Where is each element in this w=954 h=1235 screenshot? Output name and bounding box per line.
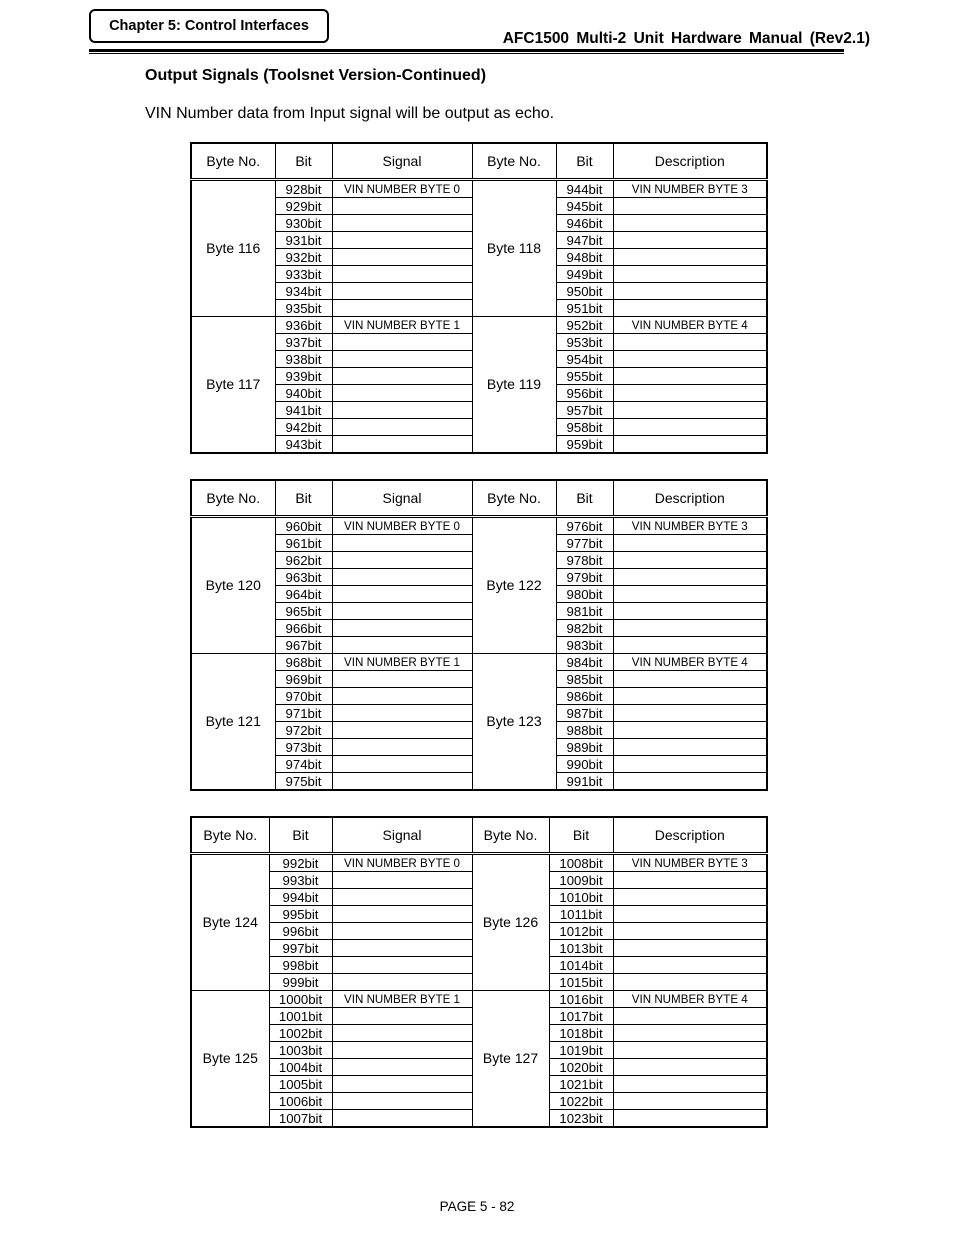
signal-cell <box>332 1110 472 1128</box>
table-row <box>191 517 767 535</box>
header-bit: Bit <box>269 817 332 854</box>
signal-cell <box>332 1059 472 1076</box>
signal-cell <box>332 1025 472 1042</box>
header-byte-no: Byte No. <box>472 143 556 180</box>
bit-cell: 989bit <box>556 739 613 756</box>
signal-cell <box>332 215 472 232</box>
bit-cell: 968bit <box>275 654 332 671</box>
bit-cell: 981bit <box>556 603 613 620</box>
signal-cell: VIN NUMBER BYTE 0 <box>332 517 472 535</box>
byte-number-cell: Byte 117 <box>191 317 275 454</box>
bit-cell: 972bit <box>275 722 332 739</box>
bit-cell: 970bit <box>275 688 332 705</box>
signal-cell <box>332 385 472 402</box>
bit-cell: 999bit <box>269 974 332 991</box>
description-cell <box>613 739 767 756</box>
bit-cell: 963bit <box>275 569 332 586</box>
signal-cell <box>332 620 472 637</box>
header-description: Description <box>613 480 767 517</box>
signal-cell <box>332 334 472 351</box>
bit-cell: 946bit <box>556 215 613 232</box>
signal-cell <box>332 722 472 739</box>
description-cell <box>613 722 767 739</box>
description-cell: VIN NUMBER BYTE 4 <box>613 317 767 334</box>
bit-cell: 958bit <box>556 419 613 436</box>
byte-number-cell: Byte 122 <box>472 517 556 654</box>
signal-cell <box>332 637 472 654</box>
signal-cell <box>332 1042 472 1059</box>
bit-cell: 992bit <box>269 854 332 872</box>
header-byte-no: Byte No. <box>472 480 556 517</box>
bit-cell: 988bit <box>556 722 613 739</box>
bit-cell: 936bit <box>275 317 332 334</box>
bit-cell: 980bit <box>556 586 613 603</box>
bit-cell: 1005bit <box>269 1076 332 1093</box>
description-cell <box>613 1076 767 1093</box>
byte-number-cell: Byte 119 <box>472 317 556 454</box>
header-signal: Signal <box>332 143 472 180</box>
signal-table-3 <box>190 816 768 1128</box>
bit-cell: 994bit <box>269 889 332 906</box>
bit-cell: 973bit <box>275 739 332 756</box>
bit-cell: 941bit <box>275 402 332 419</box>
signal-cell <box>332 940 472 957</box>
bit-cell: 929bit <box>275 198 332 215</box>
table-row <box>191 317 767 334</box>
signal-cell <box>332 535 472 552</box>
chapter-label: Chapter 5: Control Interfaces <box>89 9 329 43</box>
signal-cell <box>332 739 472 756</box>
bit-cell: 971bit <box>275 705 332 722</box>
bit-cell: 1022bit <box>549 1093 613 1110</box>
bit-cell: 964bit <box>275 586 332 603</box>
description-cell <box>613 671 767 688</box>
description-cell <box>613 300 767 317</box>
description-cell <box>613 637 767 654</box>
description-cell: VIN NUMBER BYTE 3 <box>613 517 767 535</box>
description-cell <box>613 249 767 266</box>
bit-cell: 1004bit <box>269 1059 332 1076</box>
bit-cell: 966bit <box>275 620 332 637</box>
description-cell: VIN NUMBER BYTE 3 <box>613 180 767 198</box>
signal-table-1 <box>190 142 768 454</box>
signal-cell <box>332 368 472 385</box>
bit-cell: 944bit <box>556 180 613 198</box>
bit-cell: 997bit <box>269 940 332 957</box>
signal-cell <box>332 283 472 300</box>
bit-cell: 934bit <box>275 283 332 300</box>
bit-cell: 987bit <box>556 705 613 722</box>
page-number: PAGE 5 - 82 <box>439 1199 515 1214</box>
bit-cell: 1017bit <box>549 1008 613 1025</box>
description-cell <box>613 923 767 940</box>
header-bit: Bit <box>556 480 613 517</box>
description-cell: VIN NUMBER BYTE 4 <box>613 654 767 671</box>
description-cell <box>613 266 767 283</box>
byte-number-cell: Byte 121 <box>191 654 275 791</box>
bit-cell: 1009bit <box>549 872 613 889</box>
description-cell: VIN NUMBER BYTE 3 <box>613 854 767 872</box>
signal-cell <box>332 889 472 906</box>
bit-cell: 942bit <box>275 419 332 436</box>
bit-cell: 949bit <box>556 266 613 283</box>
bit-cell: 962bit <box>275 552 332 569</box>
bit-cell: 1012bit <box>549 923 613 940</box>
description-cell <box>613 436 767 454</box>
signal-cell <box>332 586 472 603</box>
signal-cell <box>332 872 472 889</box>
bit-cell: 975bit <box>275 773 332 791</box>
description-cell <box>613 385 767 402</box>
byte-number-cell: Byte 126 <box>472 854 549 991</box>
header-byte-no: Byte No. <box>472 817 549 854</box>
bit-cell: 978bit <box>556 552 613 569</box>
header-byte-no: Byte No. <box>191 817 269 854</box>
bit-cell: 951bit <box>556 300 613 317</box>
header-signal: Signal <box>332 480 472 517</box>
description-cell <box>613 773 767 791</box>
byte-number-cell: Byte 123 <box>472 654 556 791</box>
bit-cell: 967bit <box>275 637 332 654</box>
bit-cell: 982bit <box>556 620 613 637</box>
description-cell <box>613 1093 767 1110</box>
description-cell <box>613 620 767 637</box>
signal-cell <box>332 773 472 791</box>
byte-number-cell: Byte 124 <box>191 854 269 991</box>
bit-cell: 1001bit <box>269 1008 332 1025</box>
header-bit: Bit <box>549 817 613 854</box>
signal-cell <box>332 266 472 283</box>
byte-number-cell: Byte 120 <box>191 517 275 654</box>
signal-cell <box>332 974 472 991</box>
bit-cell: 983bit <box>556 637 613 654</box>
bit-cell: 954bit <box>556 351 613 368</box>
bit-cell: 1008bit <box>549 854 613 872</box>
bit-cell: 1015bit <box>549 974 613 991</box>
description-cell <box>613 552 767 569</box>
bit-cell: 1018bit <box>549 1025 613 1042</box>
byte-number-cell: Byte 118 <box>472 180 556 317</box>
header-bit: Bit <box>556 143 613 180</box>
table-row <box>191 854 767 872</box>
signal-cell <box>332 351 472 368</box>
bit-cell: 953bit <box>556 334 613 351</box>
bit-cell: 956bit <box>556 385 613 402</box>
signal-cell: VIN NUMBER BYTE 1 <box>332 317 472 334</box>
section-title: Output Signals (Toolsnet Version-Continued) <box>145 67 487 84</box>
signal-cell <box>332 1008 472 1025</box>
intro-text: VIN Number data from Input signal will be output as echo. <box>145 105 555 122</box>
bit-cell: 1023bit <box>549 1110 613 1128</box>
bit-cell: 961bit <box>275 535 332 552</box>
header-signal: Signal <box>332 817 472 854</box>
bit-cell: 930bit <box>275 215 332 232</box>
byte-number-cell: Byte 116 <box>191 180 275 317</box>
bit-cell: 1010bit <box>549 889 613 906</box>
description-cell <box>613 402 767 419</box>
bit-cell: 1020bit <box>549 1059 613 1076</box>
header-description: Description <box>613 817 767 854</box>
signal-cell <box>332 671 472 688</box>
header-bit: Bit <box>275 480 332 517</box>
description-cell <box>613 232 767 249</box>
bit-cell: 931bit <box>275 232 332 249</box>
bit-cell: 1021bit <box>549 1076 613 1093</box>
description-cell <box>613 569 767 586</box>
description-cell <box>613 351 767 368</box>
header-rule <box>89 49 844 52</box>
bit-cell: 935bit <box>275 300 332 317</box>
bit-cell: 1006bit <box>269 1093 332 1110</box>
header-byte-no: Byte No. <box>191 143 275 180</box>
bit-cell: 986bit <box>556 688 613 705</box>
bit-cell: 965bit <box>275 603 332 620</box>
bit-cell: 977bit <box>556 535 613 552</box>
description-cell <box>613 1025 767 1042</box>
bit-cell: 948bit <box>556 249 613 266</box>
signal-table-2 <box>190 479 768 791</box>
description-cell <box>613 974 767 991</box>
signal-cell <box>332 552 472 569</box>
bit-cell: 939bit <box>275 368 332 385</box>
signal-cell <box>332 923 472 940</box>
bit-cell: 928bit <box>275 180 332 198</box>
manual-title: AFC1500 Multi-2 Unit Hardware Manual (Rev2.1) <box>502 30 870 47</box>
bit-cell: 1011bit <box>549 906 613 923</box>
description-cell <box>613 535 767 552</box>
signal-cell: VIN NUMBER BYTE 0 <box>332 854 472 872</box>
bit-cell: 1007bit <box>269 1110 332 1128</box>
description-cell <box>613 889 767 906</box>
bit-cell: 932bit <box>275 249 332 266</box>
description-cell <box>613 872 767 889</box>
description-cell <box>613 283 767 300</box>
bit-cell: 1002bit <box>269 1025 332 1042</box>
signal-cell <box>332 419 472 436</box>
bit-cell: 996bit <box>269 923 332 940</box>
signal-cell <box>332 436 472 454</box>
signal-cell <box>332 906 472 923</box>
signal-cell <box>332 705 472 722</box>
header-bit: Bit <box>275 143 332 180</box>
bit-cell: 960bit <box>275 517 332 535</box>
byte-number-cell: Byte 125 <box>191 991 269 1128</box>
bit-cell: 937bit <box>275 334 332 351</box>
description-cell <box>613 1110 767 1128</box>
bit-cell: 979bit <box>556 569 613 586</box>
description-cell <box>613 586 767 603</box>
signal-cell <box>332 198 472 215</box>
bit-cell: 957bit <box>556 402 613 419</box>
bit-cell: 985bit <box>556 671 613 688</box>
bit-cell: 991bit <box>556 773 613 791</box>
description-cell <box>613 705 767 722</box>
bit-cell: 1003bit <box>269 1042 332 1059</box>
bit-cell: 1013bit <box>549 940 613 957</box>
bit-cell: 959bit <box>556 436 613 454</box>
table-row <box>191 180 767 198</box>
signal-cell <box>332 569 472 586</box>
signal-cell <box>332 957 472 974</box>
header-description: Description <box>613 143 767 180</box>
description-cell <box>613 419 767 436</box>
signal-cell <box>332 603 472 620</box>
bit-cell: 947bit <box>556 232 613 249</box>
table-row <box>191 654 767 671</box>
bit-cell: 933bit <box>275 266 332 283</box>
bit-cell: 993bit <box>269 872 332 889</box>
table-header-row <box>191 143 767 180</box>
description-cell <box>613 1008 767 1025</box>
bit-cell: 943bit <box>275 436 332 454</box>
signal-cell <box>332 249 472 266</box>
signal-cell <box>332 1093 472 1110</box>
signal-cell <box>332 232 472 249</box>
description-cell <box>613 215 767 232</box>
bit-cell: 976bit <box>556 517 613 535</box>
bit-cell: 952bit <box>556 317 613 334</box>
table-header-row <box>191 817 767 854</box>
bit-cell: 938bit <box>275 351 332 368</box>
bit-cell: 984bit <box>556 654 613 671</box>
bit-cell: 950bit <box>556 283 613 300</box>
bit-cell: 990bit <box>556 756 613 773</box>
bit-cell: 1000bit <box>269 991 332 1008</box>
description-cell <box>613 957 767 974</box>
signal-cell: VIN NUMBER BYTE 1 <box>332 991 472 1008</box>
signal-cell <box>332 688 472 705</box>
description-cell <box>613 368 767 385</box>
table-row <box>191 991 767 1008</box>
signal-cell <box>332 1076 472 1093</box>
byte-number-cell: Byte 127 <box>472 991 549 1128</box>
description-cell: VIN NUMBER BYTE 4 <box>613 991 767 1008</box>
header-byte-no: Byte No. <box>191 480 275 517</box>
description-cell <box>613 940 767 957</box>
description-cell <box>613 198 767 215</box>
signal-cell: VIN NUMBER BYTE 0 <box>332 180 472 198</box>
description-cell <box>613 906 767 923</box>
bit-cell: 998bit <box>269 957 332 974</box>
bit-cell: 945bit <box>556 198 613 215</box>
signal-cell <box>332 300 472 317</box>
bit-cell: 995bit <box>269 906 332 923</box>
description-cell <box>613 756 767 773</box>
signal-cell <box>332 756 472 773</box>
bit-cell: 955bit <box>556 368 613 385</box>
table-header-row <box>191 480 767 517</box>
bit-cell: 1019bit <box>549 1042 613 1059</box>
bit-cell: 1016bit <box>549 991 613 1008</box>
description-cell <box>613 334 767 351</box>
bit-cell: 1014bit <box>549 957 613 974</box>
description-cell <box>613 603 767 620</box>
bit-cell: 974bit <box>275 756 332 773</box>
description-cell <box>613 1042 767 1059</box>
description-cell <box>613 688 767 705</box>
signal-cell <box>332 402 472 419</box>
header-rule-thin <box>89 53 844 54</box>
signal-cell: VIN NUMBER BYTE 1 <box>332 654 472 671</box>
bit-cell: 940bit <box>275 385 332 402</box>
description-cell <box>613 1059 767 1076</box>
bit-cell: 969bit <box>275 671 332 688</box>
